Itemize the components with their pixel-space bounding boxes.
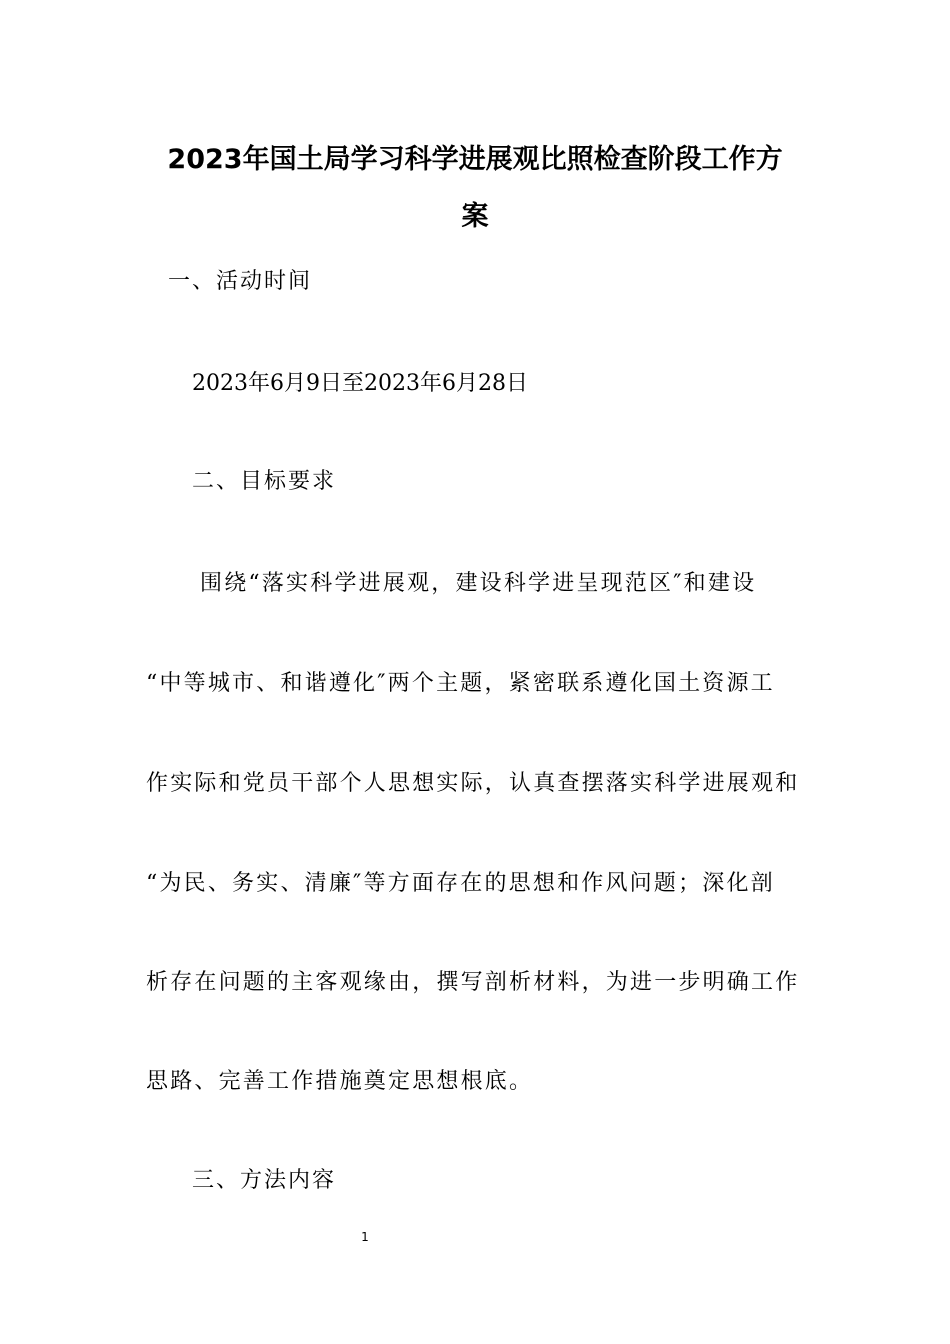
document-title-line-2: 案 <box>461 201 489 232</box>
document-title-line-1: 2023年国土局学习科学进展观比照检查阶段工作方 <box>167 144 783 175</box>
section-heading-goals: 二、目标要求 <box>192 469 337 494</box>
activity-date-range: 2023年6月9日至2023年6月28日 <box>192 371 528 396</box>
paragraph-line: 作实际和党员干部个人思想实际，认真查摆落实科学进展观和 <box>146 771 800 796</box>
paragraph-line: 析存在问题的主客观缘由，撰写剖析材料，为进一步明确工作 <box>146 970 800 995</box>
paragraph-line: 思路、完善工作措施奠定思想根底。 <box>146 1069 534 1094</box>
section-heading-methods: 三、方法内容 <box>192 1168 337 1193</box>
section-heading-activity-time: 一、活动时间 <box>168 269 313 294</box>
paragraph-line: “为民、务实、清廉″等方面存在的思想和作风问题；深化剖 <box>146 871 775 896</box>
page-number: 1 <box>361 1230 369 1244</box>
paragraph-line: 围绕“落实科学进展观，建设科学进呈现范区″和建设 <box>200 571 757 596</box>
paragraph-line: “中等城市、和谐遵化″两个主题，紧密联系遵化国土资源工 <box>146 671 775 696</box>
